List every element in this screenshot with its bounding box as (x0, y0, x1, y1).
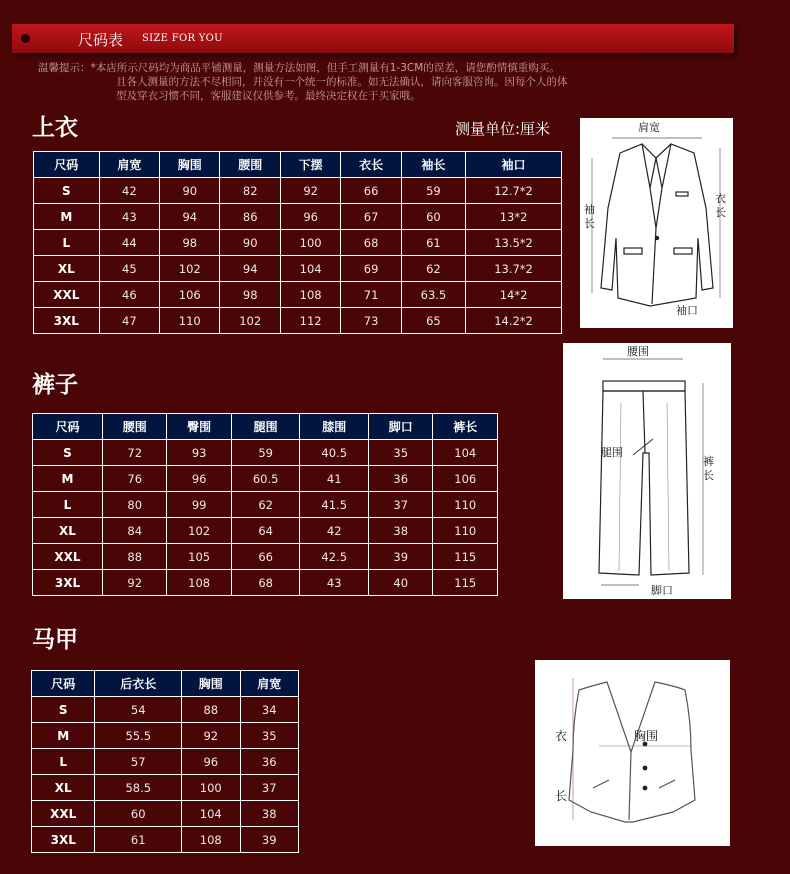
size-cell: S (34, 178, 100, 204)
size-cell: 3XL (33, 570, 103, 596)
hem-label: 脚口 (651, 584, 673, 597)
value-cell: 42.5 (300, 544, 369, 570)
value-cell: 54 (95, 697, 182, 723)
sleeve-label: 袖 (584, 203, 595, 216)
value-cell: 108 (167, 570, 231, 596)
length-label: 衣 (555, 729, 568, 743)
value-cell: 13.7*2 (466, 256, 562, 282)
value-cell: 88 (102, 544, 166, 570)
column-header: 肩宽 (99, 152, 159, 178)
table-row (32, 827, 299, 853)
table-row (33, 570, 498, 596)
shoulder-label: 肩宽 (638, 121, 660, 134)
value-cell: 102 (220, 308, 280, 334)
vest-section-title: 马甲 (32, 627, 78, 653)
value-cell: 96 (280, 204, 340, 230)
value-cell: 92 (102, 570, 166, 596)
column-header: 臀围 (167, 414, 231, 440)
size-cell: L (32, 749, 95, 775)
size-cell: XXL (32, 801, 95, 827)
value-cell: 36 (369, 466, 433, 492)
value-cell: 100 (280, 230, 340, 256)
value-cell: 72 (102, 440, 166, 466)
length-label: 裤 (703, 455, 714, 468)
table-row (34, 282, 562, 308)
value-cell: 59 (231, 440, 300, 466)
value-cell: 88 (182, 697, 240, 723)
table-row (32, 801, 299, 827)
value-cell: 66 (341, 178, 401, 204)
value-cell: 39 (369, 544, 433, 570)
value-cell: 98 (160, 230, 220, 256)
pants-section-title: 裤子 (32, 372, 78, 398)
column-header: 裤长 (433, 414, 498, 440)
unit-label: 测量单位:厘米 (455, 120, 551, 138)
column-header: 胸围 (160, 152, 220, 178)
table-row (32, 749, 299, 775)
value-cell: 90 (220, 230, 280, 256)
table-row (32, 697, 299, 723)
column-header: 袖口 (466, 152, 562, 178)
value-cell: 68 (341, 230, 401, 256)
pants-size-table (32, 413, 498, 596)
notice-line: 且各人测量的方法不尽相同，并没有一个统一的标准。如无法确认，请向客服咨询。因每个人的体 (116, 76, 568, 88)
jacket-section-title: 上衣 (32, 115, 78, 141)
column-header: 下摆 (280, 152, 340, 178)
size-cell: S (32, 697, 95, 723)
value-cell: 67 (341, 204, 401, 230)
vest-measurement-figure (535, 660, 730, 846)
size-cell: S (33, 440, 103, 466)
table-row (34, 178, 562, 204)
value-cell: 63.5 (401, 282, 465, 308)
value-cell: 84 (102, 518, 166, 544)
value-cell: 106 (160, 282, 220, 308)
value-cell: 62 (401, 256, 465, 282)
table-header-row (32, 671, 299, 697)
value-cell: 44 (99, 230, 159, 256)
value-cell: 104 (280, 256, 340, 282)
length-label: 长 (555, 789, 568, 803)
value-cell: 86 (220, 204, 280, 230)
length-label: 衣 (715, 192, 726, 205)
bullet-icon (21, 34, 30, 43)
value-cell: 47 (99, 308, 159, 334)
table-row (32, 775, 299, 801)
table-row (34, 204, 562, 230)
notice-line: 型及穿衣习惯不同，客服建议仅供参考。最终决定权在于买家哦。 (116, 90, 421, 102)
value-cell: 108 (280, 282, 340, 308)
value-cell: 115 (433, 544, 498, 570)
column-header: 腰围 (220, 152, 280, 178)
value-cell: 42 (99, 178, 159, 204)
thigh-label: 腿围 (601, 446, 623, 459)
vest-diagram (535, 660, 730, 846)
value-cell: 110 (433, 492, 498, 518)
value-cell: 60.5 (231, 466, 300, 492)
value-cell: 104 (433, 440, 498, 466)
value-cell: 13.5*2 (466, 230, 562, 256)
pants-diagram (563, 343, 731, 599)
table-row (32, 723, 299, 749)
value-cell: 39 (240, 827, 299, 853)
value-cell: 104 (182, 801, 240, 827)
value-cell: 90 (160, 178, 220, 204)
value-cell: 43 (99, 204, 159, 230)
value-cell: 57 (95, 749, 182, 775)
jacket-size-table (33, 151, 562, 334)
value-cell: 68 (231, 570, 300, 596)
table-row (33, 544, 498, 570)
value-cell: 41.5 (300, 492, 369, 518)
value-cell: 12.7*2 (466, 178, 562, 204)
size-cell: 3XL (34, 308, 100, 334)
value-cell: 45 (99, 256, 159, 282)
value-cell: 82 (220, 178, 280, 204)
value-cell: 96 (182, 749, 240, 775)
value-cell: 64 (231, 518, 300, 544)
table-row (33, 466, 498, 492)
value-cell: 37 (369, 492, 433, 518)
value-cell: 76 (102, 466, 166, 492)
table-row (34, 256, 562, 282)
table-row (34, 230, 562, 256)
value-cell: 92 (182, 723, 240, 749)
value-cell: 110 (433, 518, 498, 544)
jacket-diagram (580, 118, 733, 328)
size-cell: M (34, 204, 100, 230)
value-cell: 46 (99, 282, 159, 308)
column-header: 袖长 (401, 152, 465, 178)
table-row (34, 308, 562, 334)
value-cell: 99 (167, 492, 231, 518)
value-cell: 40.5 (300, 440, 369, 466)
column-header: 腰围 (102, 414, 166, 440)
value-cell: 80 (102, 492, 166, 518)
size-cell: L (34, 230, 100, 256)
size-cell: XL (34, 256, 100, 282)
value-cell: 13*2 (466, 204, 562, 230)
column-header: 腿围 (231, 414, 300, 440)
notice-line: 温馨提示：*本店所示尺码均为商品平铺测量，测量方法如图，但手工测量有1-3CM的误差，请您酌情慎重购买。 (38, 62, 560, 74)
column-header: 脚口 (369, 414, 433, 440)
sleeve-label: 长 (584, 217, 595, 230)
waist-label: 腰围 (627, 345, 649, 358)
value-cell: 94 (220, 256, 280, 282)
value-cell: 42 (300, 518, 369, 544)
value-cell: 102 (167, 518, 231, 544)
value-cell: 73 (341, 308, 401, 334)
value-cell: 96 (167, 466, 231, 492)
value-cell: 61 (401, 230, 465, 256)
length-label: 长 (703, 469, 714, 482)
header-bar (12, 24, 734, 53)
value-cell: 40 (369, 570, 433, 596)
page-title: 尺码表 (78, 31, 124, 49)
value-cell: 35 (369, 440, 433, 466)
jacket-measurement-figure (580, 118, 733, 328)
value-cell: 110 (160, 308, 220, 334)
value-cell: 115 (433, 570, 498, 596)
value-cell: 14.2*2 (466, 308, 562, 334)
value-cell: 38 (240, 801, 299, 827)
value-cell: 38 (369, 518, 433, 544)
value-cell: 14*2 (466, 282, 562, 308)
value-cell: 41 (300, 466, 369, 492)
value-cell: 60 (95, 801, 182, 827)
column-header: 衣长 (341, 152, 401, 178)
column-header: 尺码 (32, 671, 95, 697)
size-cell: XXL (34, 282, 100, 308)
size-cell: L (33, 492, 103, 518)
table-row (33, 518, 498, 544)
table-header-row (34, 152, 562, 178)
value-cell: 92 (280, 178, 340, 204)
value-cell: 66 (231, 544, 300, 570)
size-cell: 3XL (32, 827, 95, 853)
column-header: 尺码 (34, 152, 100, 178)
pants-measurement-figure (563, 343, 731, 599)
table-header-row (33, 414, 498, 440)
value-cell: 34 (240, 697, 299, 723)
column-header: 肩宽 (240, 671, 299, 697)
size-cell: XL (32, 775, 95, 801)
table-row (33, 440, 498, 466)
size-cell: M (33, 466, 103, 492)
length-label: 长 (715, 206, 726, 219)
cuff-label: 袖口 (676, 304, 698, 317)
value-cell: 60 (401, 204, 465, 230)
value-cell: 102 (160, 256, 220, 282)
value-cell: 94 (160, 204, 220, 230)
value-cell: 65 (401, 308, 465, 334)
size-cell: M (32, 723, 95, 749)
vest-size-table (31, 670, 299, 853)
value-cell: 93 (167, 440, 231, 466)
value-cell: 108 (182, 827, 240, 853)
column-header: 后衣长 (95, 671, 182, 697)
column-header: 胸围 (182, 671, 240, 697)
value-cell: 69 (341, 256, 401, 282)
value-cell: 98 (220, 282, 280, 308)
value-cell: 59 (401, 178, 465, 204)
value-cell: 37 (240, 775, 299, 801)
value-cell: 100 (182, 775, 240, 801)
value-cell: 71 (341, 282, 401, 308)
value-cell: 55.5 (95, 723, 182, 749)
value-cell: 43 (300, 570, 369, 596)
table-row (33, 492, 498, 518)
column-header: 尺码 (33, 414, 103, 440)
value-cell: 105 (167, 544, 231, 570)
page-subtitle: SIZE FOR YOU (142, 33, 223, 44)
value-cell: 58.5 (95, 775, 182, 801)
size-cell: XL (33, 518, 103, 544)
value-cell: 112 (280, 308, 340, 334)
value-cell: 106 (433, 466, 498, 492)
value-cell: 62 (231, 492, 300, 518)
value-cell: 36 (240, 749, 299, 775)
value-cell: 35 (240, 723, 299, 749)
value-cell: 61 (95, 827, 182, 853)
column-header: 膝围 (300, 414, 369, 440)
size-cell: XXL (33, 544, 103, 570)
chest-label: 胸围 (634, 729, 659, 743)
